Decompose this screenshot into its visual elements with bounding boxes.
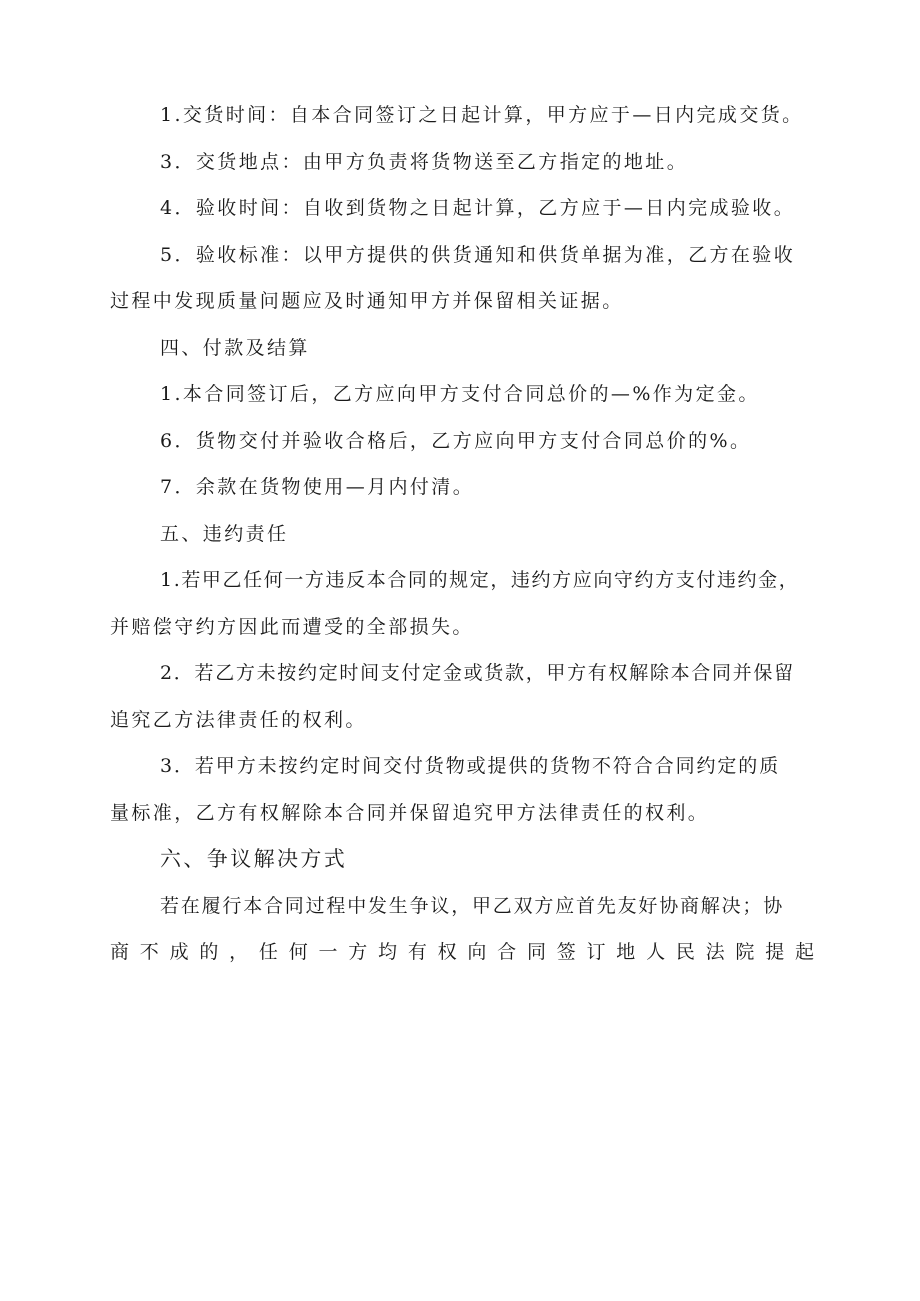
section-heading-liability: 五、违约责任 <box>160 522 289 545</box>
clause-inspection-time: 4．验收时间：自收到货物之日起计算，乙方应于—日内完成验收。 <box>160 197 796 219</box>
clause-breach-cont: 并赔偿守约方因此而遭受的全部损失。 <box>110 615 474 638</box>
section-heading-payment: 四、付款及结算 <box>160 336 310 359</box>
clause-payment-after-acceptance: 6．货物交付并验收合格后，乙方应向甲方支付合同总价的%。 <box>160 429 752 452</box>
clause-delivery-time: 1.交货时间：自本合同签订之日起计算，甲方应于—日内完成交货。 <box>160 104 804 126</box>
clause-dispute: 若在履行本合同过程中发生争议，甲乙双方应首先友好协商解决；协 <box>160 894 785 917</box>
clause-inspection-standard-cont: 过程中发现质量问题应及时通知甲方并保留相关证据。 <box>110 290 624 312</box>
clause-breach: 1.若甲乙任何一方违反本合同的规定，违约方应向守约方支付违约金， <box>160 569 800 591</box>
clause-buyer-default: 2．若乙方未按约定时间支付定金或货款，甲方有权解除本合同并保留 <box>160 662 795 684</box>
clause-balance: 7．余款在货物使用—月内付清。 <box>160 476 475 498</box>
clause-deposit: 1.本合同签订后，乙方应向甲方支付合同总价的—%作为定金。 <box>160 383 760 405</box>
clause-buyer-default-cont: 追究乙方法律责任的权利。 <box>110 708 367 731</box>
clause-delivery-location: 3．交货地点：由甲方负责将货物送至乙方指定的地址。 <box>160 150 689 173</box>
clause-seller-default-cont: 量标准，乙方有权解除本合同并保留追究甲方法律责任的权利。 <box>110 801 710 824</box>
clause-dispute-cont: 商不成的，任何一方均有权向合同签订地人民法院提起 <box>110 941 815 963</box>
document-body <box>110 92 815 976</box>
clause-seller-default: 3．若甲方未按约定时间交付货物或提供的货物不符合合同约定的质 <box>160 755 781 777</box>
section-heading-dispute: 六、争议解决方式 <box>160 847 348 871</box>
clause-inspection-standard: 5．验收标准：以甲方提供的供货通知和供货单据为准，乙方在验收 <box>160 243 796 266</box>
